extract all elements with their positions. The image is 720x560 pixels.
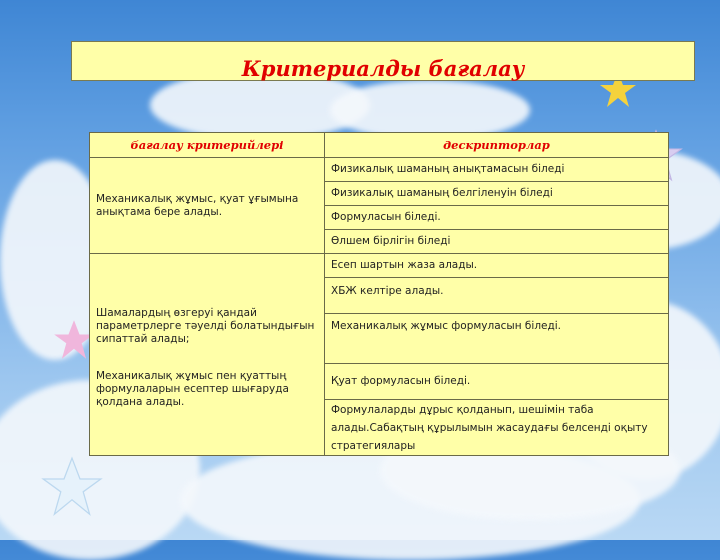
descriptor-cell: Өлшем бірлігін біледі	[325, 230, 669, 254]
table-header-row	[90, 133, 669, 158]
descriptor-cell: Формулаларды дұрыс қолданып, шешімін таба алады.Сабақтың құрылымын жасаудағы белсенді оқыту стратегиялары	[325, 400, 669, 456]
slide-title: Критериалды бағалау	[241, 56, 525, 81]
criterion-cell	[90, 254, 325, 456]
descriptor-cell: Формуласын біледі.	[325, 206, 669, 230]
descriptor-cell: Есеп шартын жаза алады.	[325, 254, 669, 278]
descriptor-cell: Физикалық шаманың анықтамасын біледі	[325, 158, 669, 182]
descriptor-cell: Механикалық жұмыс формуласын біледі.	[325, 314, 669, 364]
cloud-decoration	[330, 80, 530, 140]
descriptor-cell: Физикалық шаманың белгіленуін біледі	[325, 182, 669, 206]
criterion-text: Механикалық жұмыс пен қуаттың формулаларын есептер шығаруда қолдана алады.	[96, 369, 289, 408]
descriptor-cell: ХБЖ келтіре алады.	[325, 278, 669, 314]
criteria-table	[89, 132, 669, 456]
criterion-text: Шамалардың өзгеруі қандай параметрлерге тәуелді болатындығын сипаттай алады;	[96, 306, 315, 345]
table-row	[90, 158, 669, 182]
table-row	[90, 254, 669, 278]
header-criteria: бағалау критерийлері	[90, 133, 325, 158]
criterion-text: Механикалық жұмыс, қуат ұғымына анықтама бере алады.	[96, 192, 299, 218]
descriptor-cell: Қуат формуласын біледі.	[325, 364, 669, 400]
criterion-cell	[90, 158, 325, 254]
header-descriptors: дескрипторлар	[325, 133, 669, 158]
star-icon-blue	[40, 455, 104, 519]
title-bar	[71, 41, 695, 81]
